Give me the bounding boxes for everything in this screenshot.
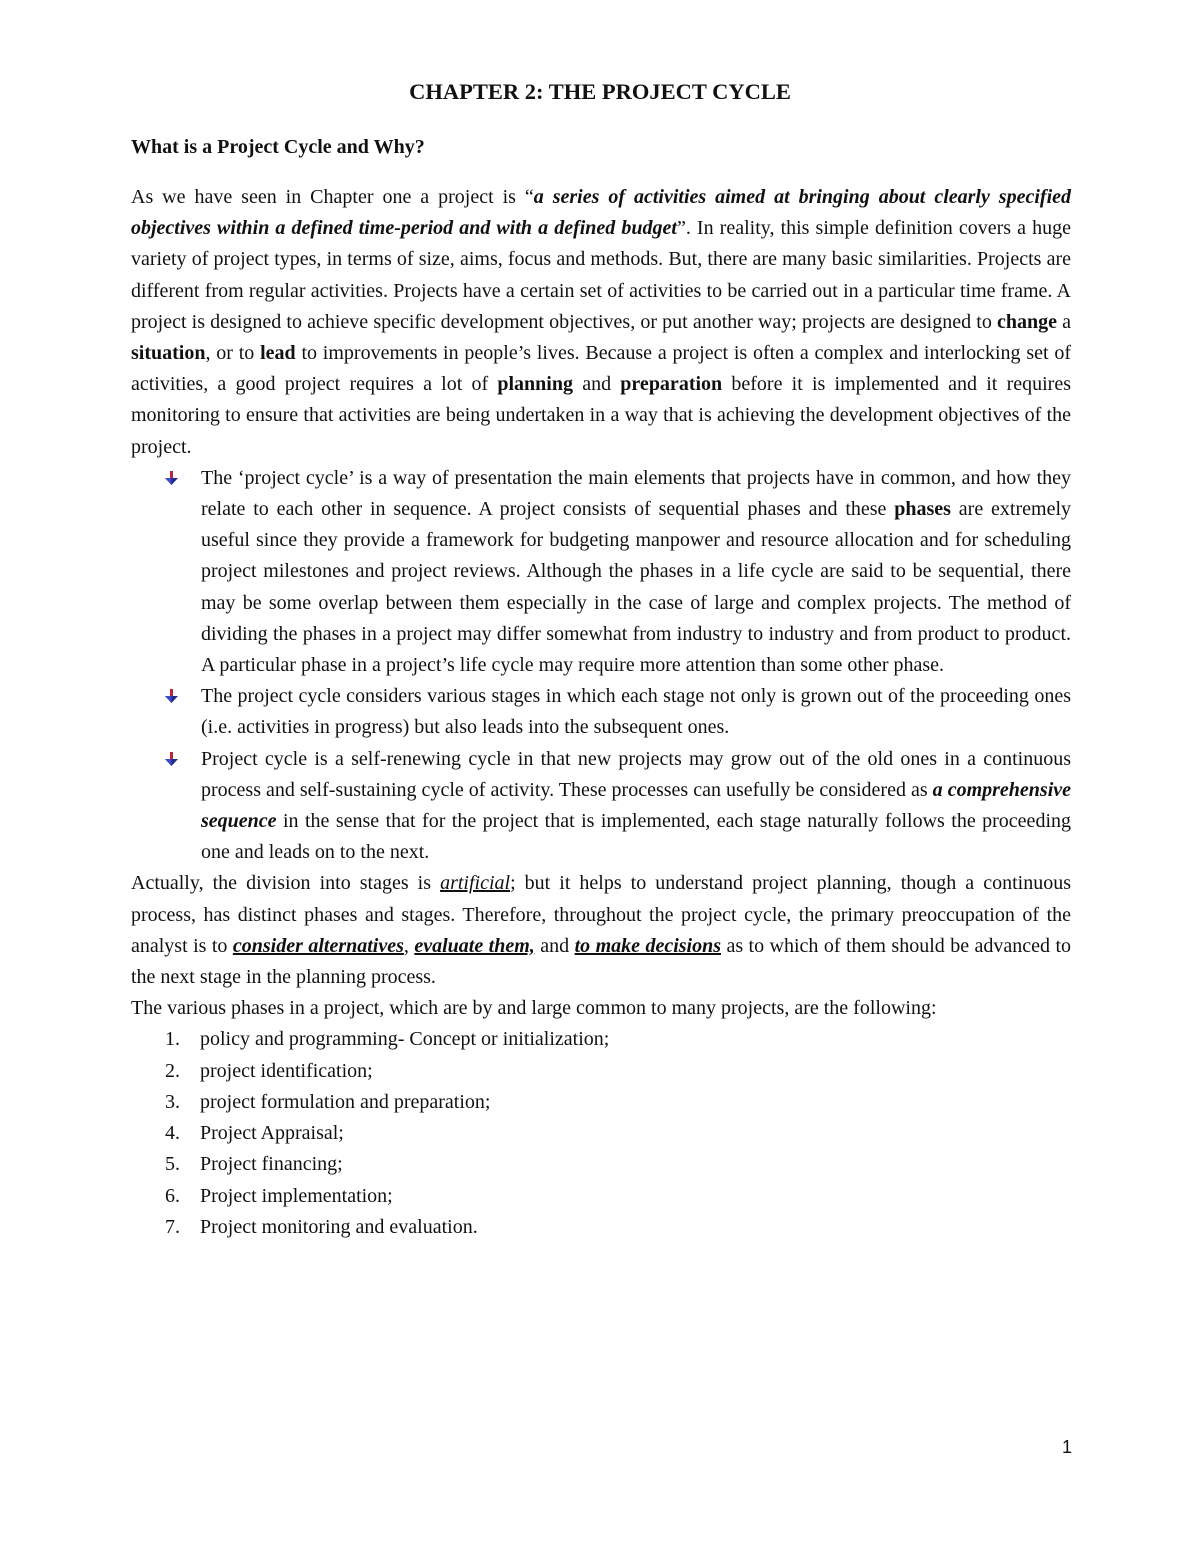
bullet-list [131,463,1071,869]
phases-list [131,1024,1071,1242]
page-title: CHAPTER 2: THE PROJECT CYCLE [409,79,791,104]
actually-paragraph: Actually, the division into stages is artificial; but it helps to understand project planning, though a continuous process, has distinct phases and stages. Therefore, throughout the project cycle, the primary preoccupation of the analyst is to consider alternatives, evaluate them, and to make decisions as to which of them should be advanced to the next stage in the planning process. [131,872,1072,989]
list-item: 5. Project financing; [165,1153,343,1176]
page-number: 1 [1062,1437,1073,1457]
list-item: 4. Project Appraisal; [165,1122,344,1145]
arrow-bullet-icon [165,471,179,486]
list-item: 3. project formulation and preparation; [165,1090,491,1113]
list-item: 2. project identification; [165,1059,373,1082]
arrow-bullet-icon [165,689,179,704]
bullet-item: Project cycle is a self-renewing cycle in that new projects may grow out of the old ones in a continuous process and self-sustaining cycle of activity. These processes can usefully be considered as a comprehensive sequence in the sense that for the project that is implemented, each stage naturally follows the proceeding one and leads on to the next. [201,744,1071,869]
bullet-item: The project cycle considers various stages in which each stage not only is grown out of the proceeding ones (i.e. activities in progress) but also leads into the subsequent ones. [201,681,1071,743]
list-item: 7. Project monitoring and evaluation. [165,1215,478,1238]
section-heading: What is a Project Cycle and Why? [131,136,425,158]
intro-paragraph: As we have seen in Chapter one a project is “a series of activities aimed at bringing about clearly specified objectives within a defined time-period and with a defined budget”. In reality, this simple definition covers a huge variety of project types, in terms of size, aims, focus and methods. But, there are many basic similarities. Projects are different from regular activities. Projects have a certain set of activities to be carried out in a particular time frame. A project is designed to achieve specific development objectives, or put another way; projects are designed to change a situation, or to lead to improvements in people’s lives. Because a project is often a complex and interlocking set of activities, a good project requires a lot of planning and preparation before it is implemented and it requires monitoring to ensure that activities are being undertaken in a way that is achieving the development objectives of the project. [131,186,1072,458]
list-item: 6. Project implementation; [165,1184,393,1207]
list-item: 1. policy and programming- Concept or initialization; [165,1028,610,1051]
body-text [131,182,1071,1243]
project-definition: a series of activities aimed at bringing about clearly specified objectives within a defined time-period and with a defined budget [131,186,1071,240]
phases-intro: The various phases in a project, which are by and large common to many projects, are the following: [131,997,937,1020]
bullet-item: The ‘project cycle’ is a way of presentation the main elements that projects have in common, and how they relate to each other in sequence. A project consists of sequential phases and these phases are extremely useful since they provide a framework for budgeting manpower and resource allocation and for scheduling project milestones and project reviews. Although the phases in a life cycle are said to be sequential, there may be some overlap between them especially in the case of large and complex projects. The method of dividing the phases in a project may differ somewhat from industry to industry and from product to product. A particular phase in a project’s life cycle may require more attention than some other phase. [201,463,1071,681]
arrow-bullet-icon [165,752,179,767]
